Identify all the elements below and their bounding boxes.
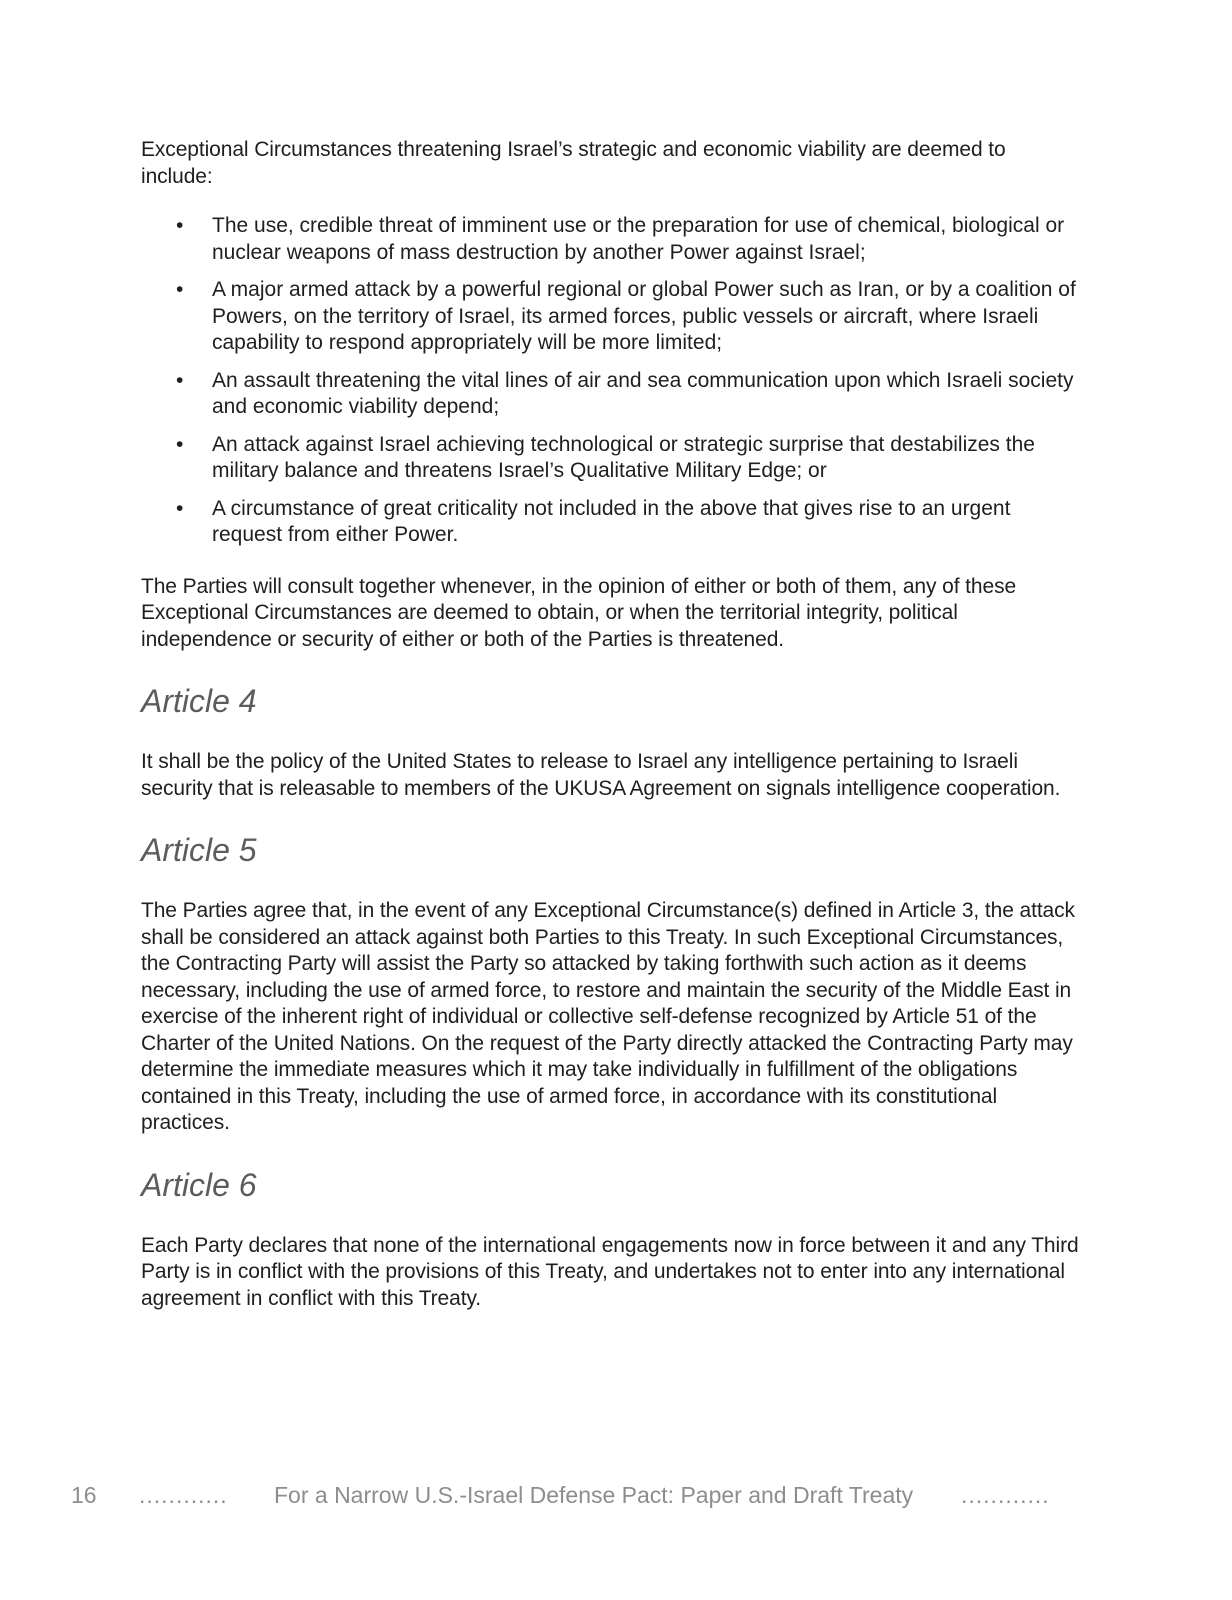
intro-paragraph: Exceptional Circumstances threatening Israel’s strategic and economic viability are deemed to include: (141, 138, 1006, 188)
bullet-icon: • (176, 214, 184, 237)
article-5-text: The Parties agree that, in the event of any Exceptional Circumstance(s) defined in Article 3, the attack shall be considered an attack against both Parties to this Treaty. In such Exceptional Circumstances, the Contracting Party will assist the Party so attacked by taking forthwith such action as it deems necessary, including the use of armed force, to restore and maintain the security of the Middle East in exercise of the inherent right of individual or collective self-defense recognized by Article 51 of the Charter of the United Nations. On the request of the Party directly attacked the Contracting Party may determine the immediate measures which it may take individually in fulfillment of the obligations contained in this Treaty, including the use of armed force, in accordance with its constitutional practices. (141, 899, 1075, 1134)
list-item (141, 213, 1081, 266)
exceptional-circumstances-list (141, 213, 1081, 549)
footer-leader-right: ............ (961, 1482, 1050, 1508)
bullet-icon: • (176, 432, 184, 456)
list-item (141, 368, 1081, 421)
consult-paragraph: The Parties will consult together whenever, in the opinion of either or both of them, any of these Exceptional Circumstances are deemed to obtain, or when the territorial integrity, political independence or security of either or both of the Parties is threatened. (141, 574, 1017, 651)
article-4-section (141, 681, 1081, 802)
article-4-text: It shall be the policy of the United States to release to Israel any intelligence pertaining to Israeli security that is releasable to members of the UKUSA Agreement on signals intelligence cooperation. (141, 750, 1061, 800)
list-item (141, 277, 1081, 357)
bullet-icon: • (176, 496, 184, 520)
article-4-heading: Article 4 (141, 683, 257, 719)
list-item-text: An assault threatening the vital lines of air and sea communication upon which Israeli society and economic viability depend; (212, 368, 1074, 418)
article-5-section (141, 830, 1081, 1137)
list-item-text: An attack against Israel achieving technological or strategic surprise that destabilizes the military balance and threatens Israel’s Qualitative Military Edge; or (212, 432, 1035, 482)
document-body (141, 137, 1081, 1340)
page-footer (0, 1478, 1232, 1514)
page-number: 16 (71, 1482, 97, 1508)
article-6-section (141, 1165, 1081, 1313)
footer-leader-left: ............ (139, 1482, 228, 1508)
article-6-heading: Article 6 (141, 1166, 257, 1203)
list-item-text: A circumstance of great criticality not included in the above that gives rise to an urgent request from either Power. (212, 496, 1011, 546)
footer-title: For a Narrow U.S.-Israel Defense Pact: Paper and Draft Treaty (274, 1482, 914, 1508)
list-item-text: A major armed attack by a powerful regional or global Power such as Iran, or by a coalition of Powers, on the territory of Israel, its armed forces, public vessels or aircraft, where Israeli capability to respond appropriately will be more limited; (212, 278, 1076, 354)
bullet-icon: • (176, 368, 184, 392)
list-item (141, 496, 1081, 549)
list-item (141, 432, 1081, 485)
article-5-heading: Article 5 (141, 832, 257, 868)
bullet-icon: • (176, 278, 184, 301)
list-item-text: The use, credible threat of imminent use or the preparation for use of chemical, biological or nuclear weapons of mass destruction by another Power against Israel; (212, 214, 1065, 264)
article-6-text: Each Party declares that none of the international engagements now in force between it and any Third Party is in conflict with the provisions of this Treaty, and undertakes not to enter into any international agreement in conflict with this Treaty. (141, 1233, 1079, 1310)
